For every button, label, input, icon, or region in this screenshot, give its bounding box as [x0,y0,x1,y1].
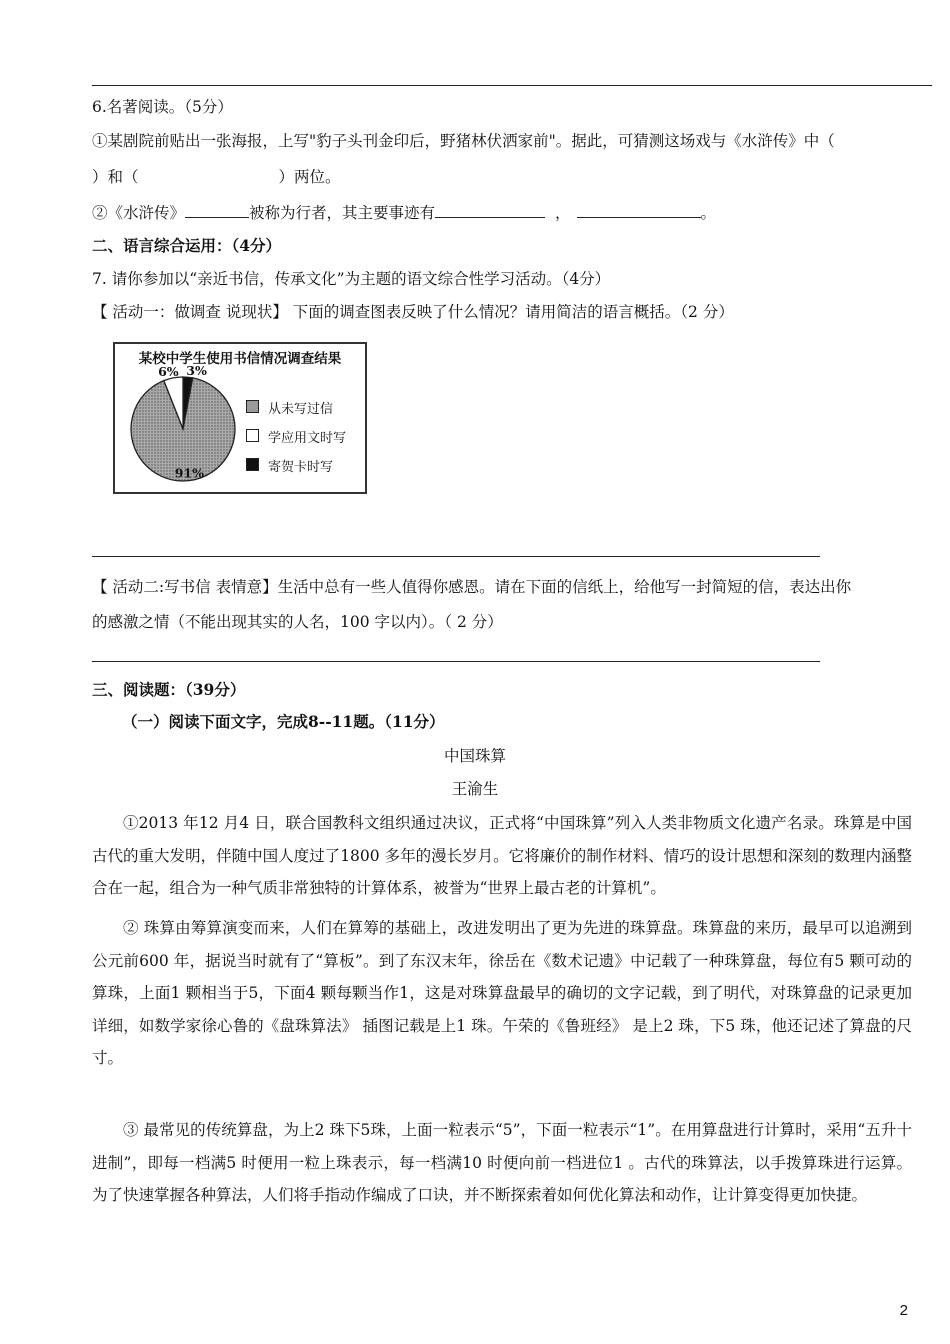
pie-value-label-2: 6% [158,364,179,379]
answer-blank[interactable] [185,201,249,218]
q6-item1-line1: ①某剧院前贴出一张海报，上写"豹子头刊金印后，野猪林伏洒家前"。据此，可猜测这场戏与《水浒传》中（ [92,132,835,150]
answer-blank[interactable] [435,201,545,218]
page-number: 2 [899,1302,908,1319]
q6-title: 6.名著阅读。（5分） [92,98,233,116]
article-paragraph-2: ② 珠算由筹算演变而来，人们在算筹的基础上，改进发明出了更为先进的珠算盘。珠算盘的来历，最早可以追溯到公元前600 年，据说当时就有了“算板”。到了东汉末年，徐岳在《数术记遗》中记载了一种珠算盘，每位有5 颗可动的算珠，上面1 颗相当于5，下面4 颗每颗当作1，这是对珠算盘最早的确切的文字记载，到了明代，对珠算盘的记录更加详细，如数学家徐心鲁的《盘珠算法》 插图记载是上1 珠。午荣的《鲁班经》 是上2 珠，下5 珠，他还记述了算盘的尺寸。 [92,919,912,1067]
top-rule [92,85,932,86]
q7-prompt: 7. 请你参加以“亲近书信，传承文化”为主题的语文综合性学习活动。（4分） [92,270,611,288]
pie-value-label-3: 3% [186,363,207,379]
q6-item1-bracket2: ）两位。 [278,168,341,186]
article-paragraph-3: ③ 最常见的传统算盘，为上2 珠下5珠，上面一粒表示“5”，下面一粒表示“1”。在用算盘进行计算时，采用“五升十进制”，即每一档满5 时便用一粒上珠表示，每一档满10 时便向前一档进位1 。古代的珠算法，以手拨算珠进行运算。为了快速掌握各种算法，人们将手指动作编成了口诀，并不断探索着如何优化算法和动作，让计算变得更加快捷。 [92,1121,912,1204]
pie-value-label-1: 91% [174,465,204,481]
legend-label-1: 从未写过信 [268,402,334,417]
q6-item2-middle: 被称为行者，其主要事迹有 [249,204,436,222]
answer-line [92,661,820,662]
legend-swatch-3 [246,458,259,471]
q6-item2-comma: ， [555,204,571,222]
legend-label-2: 学应用文时写 [268,431,347,446]
answer-blank[interactable] [577,201,701,218]
legend-swatch-1 [246,400,259,413]
activity2-line2: 的感激之情（不能出现其实的人名，100 字以内）。（ 2 分） [92,613,503,631]
activity1-prompt: 【 活动一：做调查 说现状】 下面的调查图表反映了什么情况？请用简洁的语言概括。（2 分） [92,303,734,321]
q6-item1-line2 [92,166,341,188]
article-title: 中国珠算 [443,747,506,765]
chart-title: 某校中学生使用书信情况调查结果 [138,351,342,367]
reading1-instruction: （一）阅读下面文字，完成8--11题。（11分） [122,712,445,731]
answer-line [92,556,820,557]
article-paragraph-1: ①2013 年12 月4 日，联合国教科文组织通过决议，正式将“中国珠算”列入人类非物质文化遗产名录。珠算是中国古代的重大发明，伴随中国人度过了1800 多年的漫长岁月。它将廉价的制作材料、情巧的设计思想和深刻的数理内涵整合在一起，组合为一种气质非常独特的计算体系，被誉为“世界上最古老的计算机”。 [92,814,912,897]
legend-swatch-2 [246,429,259,442]
article-author: 王渝生 [451,780,499,798]
section2-title: 二、语言综合运用：（4分） [92,236,282,255]
q6-item2-prefix: ②《水浒传》 [92,204,186,222]
q6-item1-bracket1: ）和（ [92,168,139,186]
section3-title: 三、阅读题：（39分） [92,680,246,699]
q6-item2-end: 。 [700,204,717,222]
legend-label-3: 寄贺卡时写 [268,460,334,475]
activity2-line1: 【 活动二:写书信 表情意】生活中总有一些人值得你感恩。请在下面的信纸上，给他写一封简短的信，表达出你 [92,578,852,596]
q6-item2 [92,201,716,224]
survey-chart [113,342,367,494]
